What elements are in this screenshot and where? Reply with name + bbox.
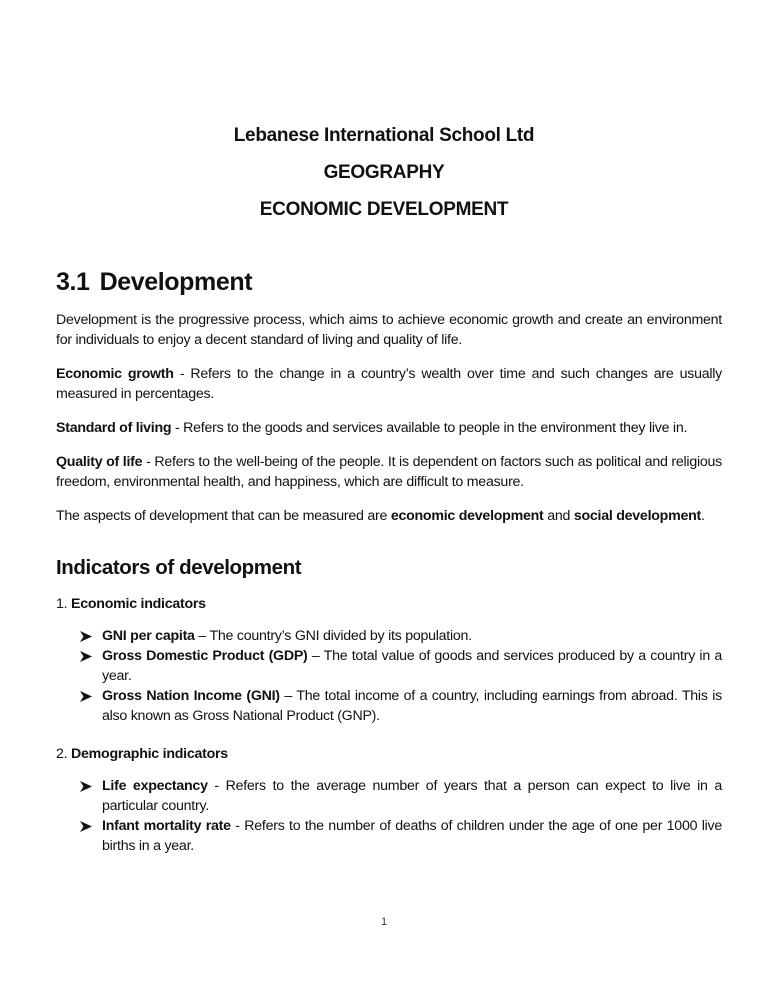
document-header <box>0 122 768 233</box>
definition-term: Economic growth <box>56 366 174 382</box>
indicator-term: Gross Domestic Product (GDP) <box>102 648 308 664</box>
section-heading <box>56 268 252 297</box>
separator: – <box>279 688 297 704</box>
page-number: 1 <box>380 916 388 928</box>
indicator-text: Refers to the average number of years that a person can expect to live in a particular country. <box>102 778 722 814</box>
economic-indicators-title <box>56 596 206 612</box>
list-item <box>78 626 722 646</box>
indicator-text: The total value of goods and services produced by a country in a year. <box>102 648 722 684</box>
aspects-suffix: . <box>700 508 705 524</box>
definition-standard-of-living <box>56 418 722 438</box>
list-item <box>78 776 722 816</box>
economic-indicators-list <box>78 626 722 726</box>
list-item <box>78 646 722 686</box>
arrowhead-bullet-icon <box>80 821 92 832</box>
definition-term: Standard of living <box>56 420 172 436</box>
topic-title: ECONOMIC DEVELOPMENT <box>259 199 509 220</box>
intro-paragraph: Development is the progressive process, which aims to achieve economic growth and create an environment for individuals to enjoy a decent standard of living and quality of life. <box>56 312 722 348</box>
separator: - <box>142 454 155 470</box>
list-item <box>78 816 722 856</box>
list-title-text: Economic indicators <box>71 596 206 612</box>
separator: – <box>194 628 210 644</box>
indicators-heading: Indicators of development <box>56 556 302 579</box>
section-title: Development <box>99 268 253 296</box>
indicator-text: Refers to the number of deaths of children under the age of one per 1000 live births in a year. <box>102 818 722 854</box>
aspects-paragraph <box>56 506 722 526</box>
definition-economic-growth <box>56 364 722 404</box>
separator: – <box>307 648 324 664</box>
separator: - <box>207 778 226 794</box>
list-number: 2. <box>56 746 72 762</box>
separator: - <box>230 818 245 834</box>
indicator-term: Life expectancy <box>102 778 208 794</box>
list-title-text: Demographic indicators <box>71 746 228 762</box>
demographic-indicators-title <box>56 746 228 762</box>
separator: - <box>171 420 184 436</box>
separator: - <box>173 366 191 382</box>
indicator-term: Infant mortality rate <box>102 818 231 834</box>
arrowhead-bullet-icon <box>80 691 92 702</box>
list-item <box>78 686 722 726</box>
list-number: 1. <box>56 596 72 612</box>
aspects-term-social: social development <box>573 508 701 524</box>
definition-term: Quality of life <box>56 454 143 470</box>
indicator-text: The total income of a country, including earnings from abroad. This is also known as Gross National Product (GNP). <box>102 688 722 724</box>
indicator-term: GNI per capita <box>102 628 195 644</box>
aspects-term-economic: economic development <box>390 508 544 524</box>
definition-text: Refers to the goods and services available to people in the environment they live in. <box>183 420 688 436</box>
indicator-term: Gross Nation Income (GNI) <box>102 688 280 704</box>
section-number: 3.1 <box>56 268 90 296</box>
arrowhead-bullet-icon <box>80 781 92 792</box>
subject-title: GEOGRAPHY <box>323 162 445 183</box>
indicator-text: The country’s GNI divided by its population. <box>209 628 472 644</box>
aspects-prefix: The aspects of development that can be measured are <box>56 508 391 524</box>
arrowhead-bullet-icon <box>80 651 92 662</box>
arrowhead-bullet-icon <box>80 631 92 642</box>
aspects-middle: and <box>543 508 574 524</box>
demographic-indicators-list <box>78 776 722 856</box>
school-name: Lebanese International School Ltd <box>233 125 535 146</box>
definition-text: Refers to the change in a country’s wealth over time and such changes are usually measured in percentages. <box>56 366 722 402</box>
definition-quality-of-life <box>56 452 722 492</box>
definition-text: Refers to the well-being of the people. It is dependent on factors such as political and religious freedom, environmental health, and happiness, which are difficult to measure. <box>56 454 722 490</box>
